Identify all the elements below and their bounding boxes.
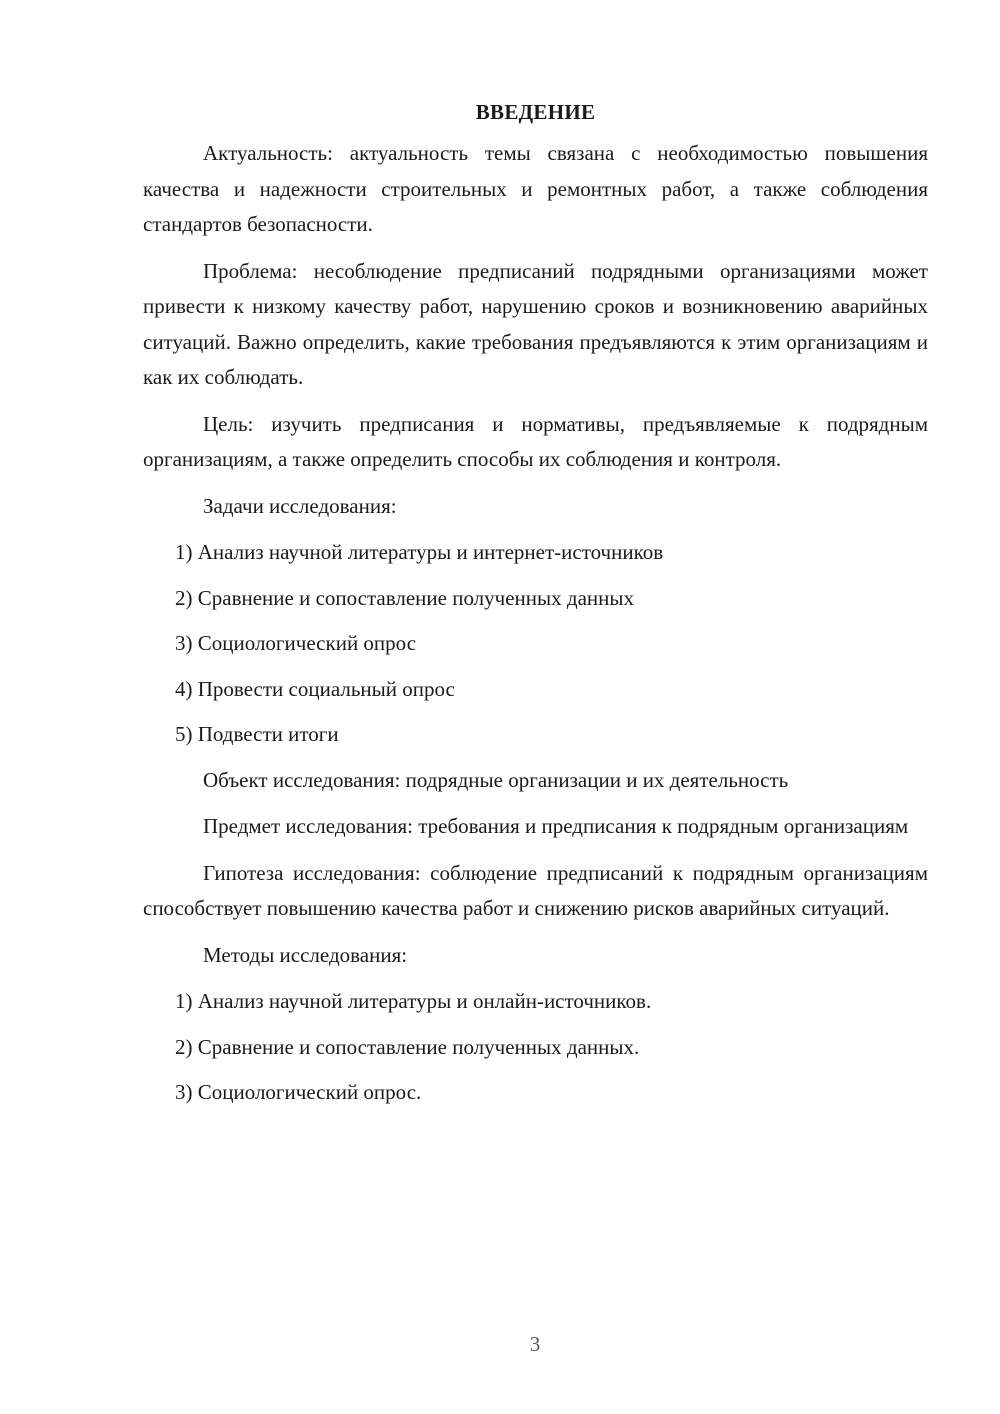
paragraph-goal: Цель: изучить предписания и нормативы, предъявляемые к подрядным организациям, а также определить способы их соблюдения и контроля.: [143, 411, 928, 471]
paragraph-object: Объект исследования: подрядные организации и их деятельность: [203, 767, 789, 792]
methods-list-item: 2) Сравнение и сопоставление полученных данных.: [175, 1034, 640, 1059]
tasks-list-item: 3) Социологический опрос: [175, 631, 417, 655]
methods-list: [143, 984, 928, 1111]
paragraph-subject: Предмет исследования: требования и предписания к подрядным организациям: [203, 814, 909, 838]
paragraph-problem: Проблема: несоблюдение предписаний подрядными организациями может привести к низкому качеству работ, нарушению сроков и возникновению аварийных ситуаций. Важно определить, какие требования предъявляются к этим организациям и как их соблюдать.: [143, 258, 928, 389]
tasks-list: [143, 535, 928, 753]
tasks-heading: Задачи исследования:: [203, 493, 397, 518]
page-number: 3: [529, 1332, 541, 1356]
tasks-list-item: 2) Сравнение и сопоставление полученных данных: [175, 585, 634, 610]
methods-heading: Методы исследования:: [203, 942, 408, 967]
paragraph-relevance: Актуальность: актуальность темы связана с необходимостью повышения качества и надежности строительных и ремонтных работ, а также соблюдения стандартов безопасности.: [143, 141, 928, 236]
tasks-list-item: 5) Подвести итоги: [175, 722, 339, 746]
methods-list-item: 3) Социологический опрос.: [175, 1080, 422, 1104]
methods-list-item: 1) Анализ научной литературы и онлайн-источников.: [175, 989, 652, 1013]
section-title: ВВЕДЕНИЕ: [475, 100, 596, 124]
tasks-list-item: 4) Провести социальный опрос: [175, 676, 455, 701]
tasks-list-item: 1) Анализ научной литературы и интернет-источников: [175, 540, 664, 564]
paragraph-hypothesis: Гипотеза исследования: соблюдение предписаний к подрядным организациям способствует повышению качества работ и снижению рисков аварийных ситуаций.: [143, 860, 928, 920]
document-page: [143, 94, 928, 1121]
